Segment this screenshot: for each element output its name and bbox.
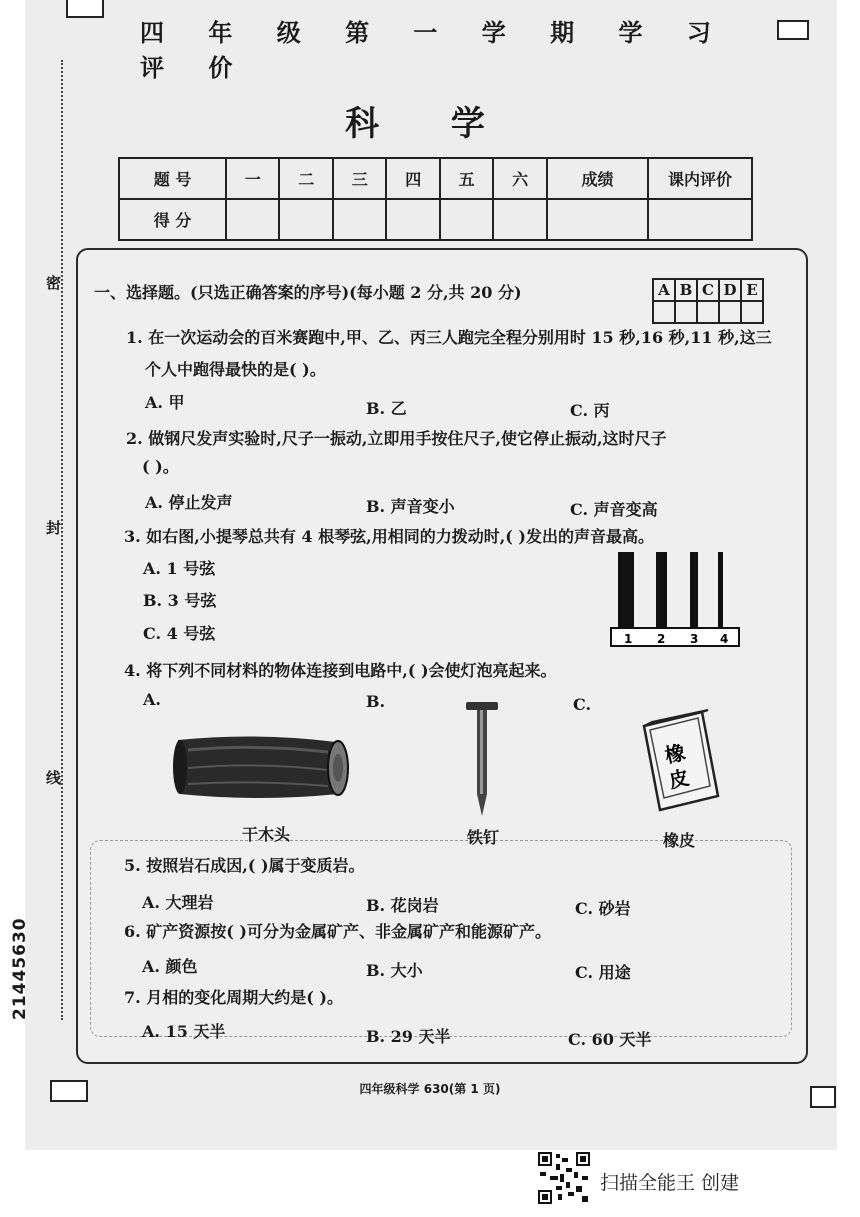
score-blank-cell[interactable] bbox=[226, 199, 279, 240]
question-1-line-1: 1. 在一次运动会的百米赛跑中,甲、乙、丙三人跑完全程分别用时 15 秒,16 秒,11 秒,这三 bbox=[126, 328, 772, 347]
answer-letter: A bbox=[653, 279, 675, 301]
question-1-option-c: C. 丙 bbox=[570, 401, 610, 420]
score-cell: 二 bbox=[279, 158, 332, 199]
answer-letter: E bbox=[741, 279, 763, 301]
dry-wood-image bbox=[168, 728, 350, 808]
caption-iron-nail: 铁钉 bbox=[466, 828, 499, 847]
question-2-option-c: C. 声音变高 bbox=[570, 500, 658, 519]
score-cell: 课内评价 bbox=[648, 158, 752, 199]
question-2-line-1: 2. 做钢尺发声实验时,尺子一振动,立即用手按住尺子,使它停止振动,这时尺子 bbox=[126, 429, 667, 448]
question-5-option-c: C. 砂岩 bbox=[575, 899, 631, 918]
question-7-option-a: A. 15 天半 bbox=[142, 1022, 226, 1041]
section-heading: 一、选择题。(只选正确答案的序号)(每小题 2 分,共 20 分) bbox=[94, 283, 522, 302]
score-cell: 成绩 bbox=[547, 158, 648, 199]
question-7-line-1: 7. 月相的变化周期大约是( )。 bbox=[124, 988, 343, 1007]
score-blank-cell[interactable] bbox=[648, 199, 752, 240]
string-label-3: 3 bbox=[690, 632, 699, 646]
seal-char-mi: 密 bbox=[46, 270, 61, 295]
score-cell: 六 bbox=[493, 158, 546, 199]
answer-box[interactable] bbox=[653, 301, 675, 323]
question-1-line-2: 个人中跑得最快的是( )。 bbox=[145, 360, 326, 379]
score-blank-cell[interactable] bbox=[440, 199, 493, 240]
answer-letter: D bbox=[719, 279, 741, 301]
string-label-4: 4 bbox=[720, 632, 729, 646]
seal-char-xian: 线 bbox=[46, 765, 61, 790]
question-1-option-a: A. 甲 bbox=[145, 393, 185, 412]
answer-letter: B bbox=[675, 279, 697, 301]
scanner-watermark: 扫描全能王 创建 bbox=[600, 1172, 740, 1194]
corner-box-top-right bbox=[777, 20, 809, 40]
score-blank-cell[interactable] bbox=[279, 199, 332, 240]
score-row-label: 得 分 bbox=[119, 199, 226, 240]
score-table-header-row bbox=[119, 158, 752, 199]
binding-dotted-line bbox=[61, 60, 63, 1020]
caption-eraser: 橡皮 bbox=[662, 831, 695, 850]
question-3-option-c: C. 4 号弦 bbox=[143, 624, 216, 643]
score-cell: 题 号 bbox=[119, 158, 226, 199]
score-blank-cell[interactable] bbox=[333, 199, 386, 240]
question-1-option-b: B. 乙 bbox=[366, 399, 407, 418]
iron-nail-image bbox=[462, 700, 502, 818]
violin-strings-figure bbox=[610, 550, 742, 650]
score-cell: 三 bbox=[333, 158, 386, 199]
question-4-option-a: A. bbox=[143, 690, 161, 709]
score-cell: 四 bbox=[386, 158, 439, 199]
score-cell: 一 bbox=[226, 158, 279, 199]
eraser-image bbox=[640, 708, 722, 814]
score-table-score-row bbox=[119, 199, 752, 240]
question-3-option-b: B. 3 号弦 bbox=[143, 591, 217, 610]
exam-title: 四 年 级 第 一 学 期 学 习 评 价 bbox=[140, 18, 729, 82]
question-3-line-1: 3. 如右图,小提琴总共有 4 根琴弦,用相同的力拨动时,( )发出的声音最高。 bbox=[124, 527, 654, 546]
eraser-char-2: 皮 bbox=[666, 765, 692, 793]
question-6-option-b: B. 大小 bbox=[366, 961, 423, 980]
violin-string-2 bbox=[656, 552, 667, 628]
subject-title: 科 学 bbox=[345, 104, 515, 144]
question-4-option-c: C. bbox=[573, 695, 592, 714]
answer-box[interactable] bbox=[675, 301, 697, 323]
corner-box-bottom-left bbox=[50, 1080, 88, 1102]
eraser-char-1: 橡 bbox=[662, 740, 688, 768]
corner-box-top-left bbox=[66, 0, 104, 18]
question-5-line-1: 5. 按照岩石成因,( )属于变质岩。 bbox=[124, 856, 365, 875]
caption-dry-wood: 干木头 bbox=[241, 825, 290, 844]
question-3-option-a: A. 1 号弦 bbox=[143, 559, 216, 578]
violin-string-3 bbox=[690, 552, 698, 628]
answer-box[interactable] bbox=[741, 301, 763, 323]
answer-box-table bbox=[652, 278, 764, 324]
answer-box[interactable] bbox=[697, 301, 719, 323]
document-id: 21445630 bbox=[10, 917, 30, 1020]
question-6-option-a: A. 颜色 bbox=[142, 957, 198, 976]
qr-code-icon bbox=[538, 1152, 590, 1204]
corner-box-bottom-right bbox=[810, 1086, 836, 1108]
score-blank-cell[interactable] bbox=[493, 199, 546, 240]
score-blank-cell[interactable] bbox=[547, 199, 648, 240]
question-4-option-b: B. bbox=[366, 692, 386, 711]
page-footer: 四年级科学 630(第 1 页) bbox=[359, 1082, 501, 1096]
question-6-line-1: 6. 矿产资源按( )可分为金属矿产、非金属矿产和能源矿产。 bbox=[124, 922, 551, 941]
score-table bbox=[118, 157, 753, 241]
question-5-option-b: B. 花岗岩 bbox=[366, 896, 439, 915]
question-7-option-b: B. 29 天半 bbox=[366, 1027, 451, 1046]
question-2-option-a: A. 停止发声 bbox=[145, 493, 233, 512]
question-2-option-b: B. 声音变小 bbox=[366, 497, 455, 516]
string-label-2: 2 bbox=[657, 632, 666, 646]
question-6-option-c: C. 用途 bbox=[575, 963, 631, 982]
string-label-1: 1 bbox=[624, 632, 633, 646]
violin-string-4 bbox=[718, 552, 723, 628]
question-4-line-1: 4. 将下列不同材料的物体连接到电路中,( )会使灯泡亮起来。 bbox=[124, 661, 557, 680]
answer-letter: C bbox=[697, 279, 719, 301]
seal-char-feng: 封 bbox=[46, 515, 61, 540]
question-2-line-2: ( )。 bbox=[142, 457, 179, 476]
answer-box[interactable] bbox=[719, 301, 741, 323]
score-cell: 五 bbox=[440, 158, 493, 199]
violin-string-1 bbox=[618, 552, 634, 628]
score-blank-cell[interactable] bbox=[386, 199, 439, 240]
question-7-option-c: C. 60 天半 bbox=[568, 1030, 652, 1049]
question-5-option-a: A. 大理岩 bbox=[142, 893, 214, 912]
